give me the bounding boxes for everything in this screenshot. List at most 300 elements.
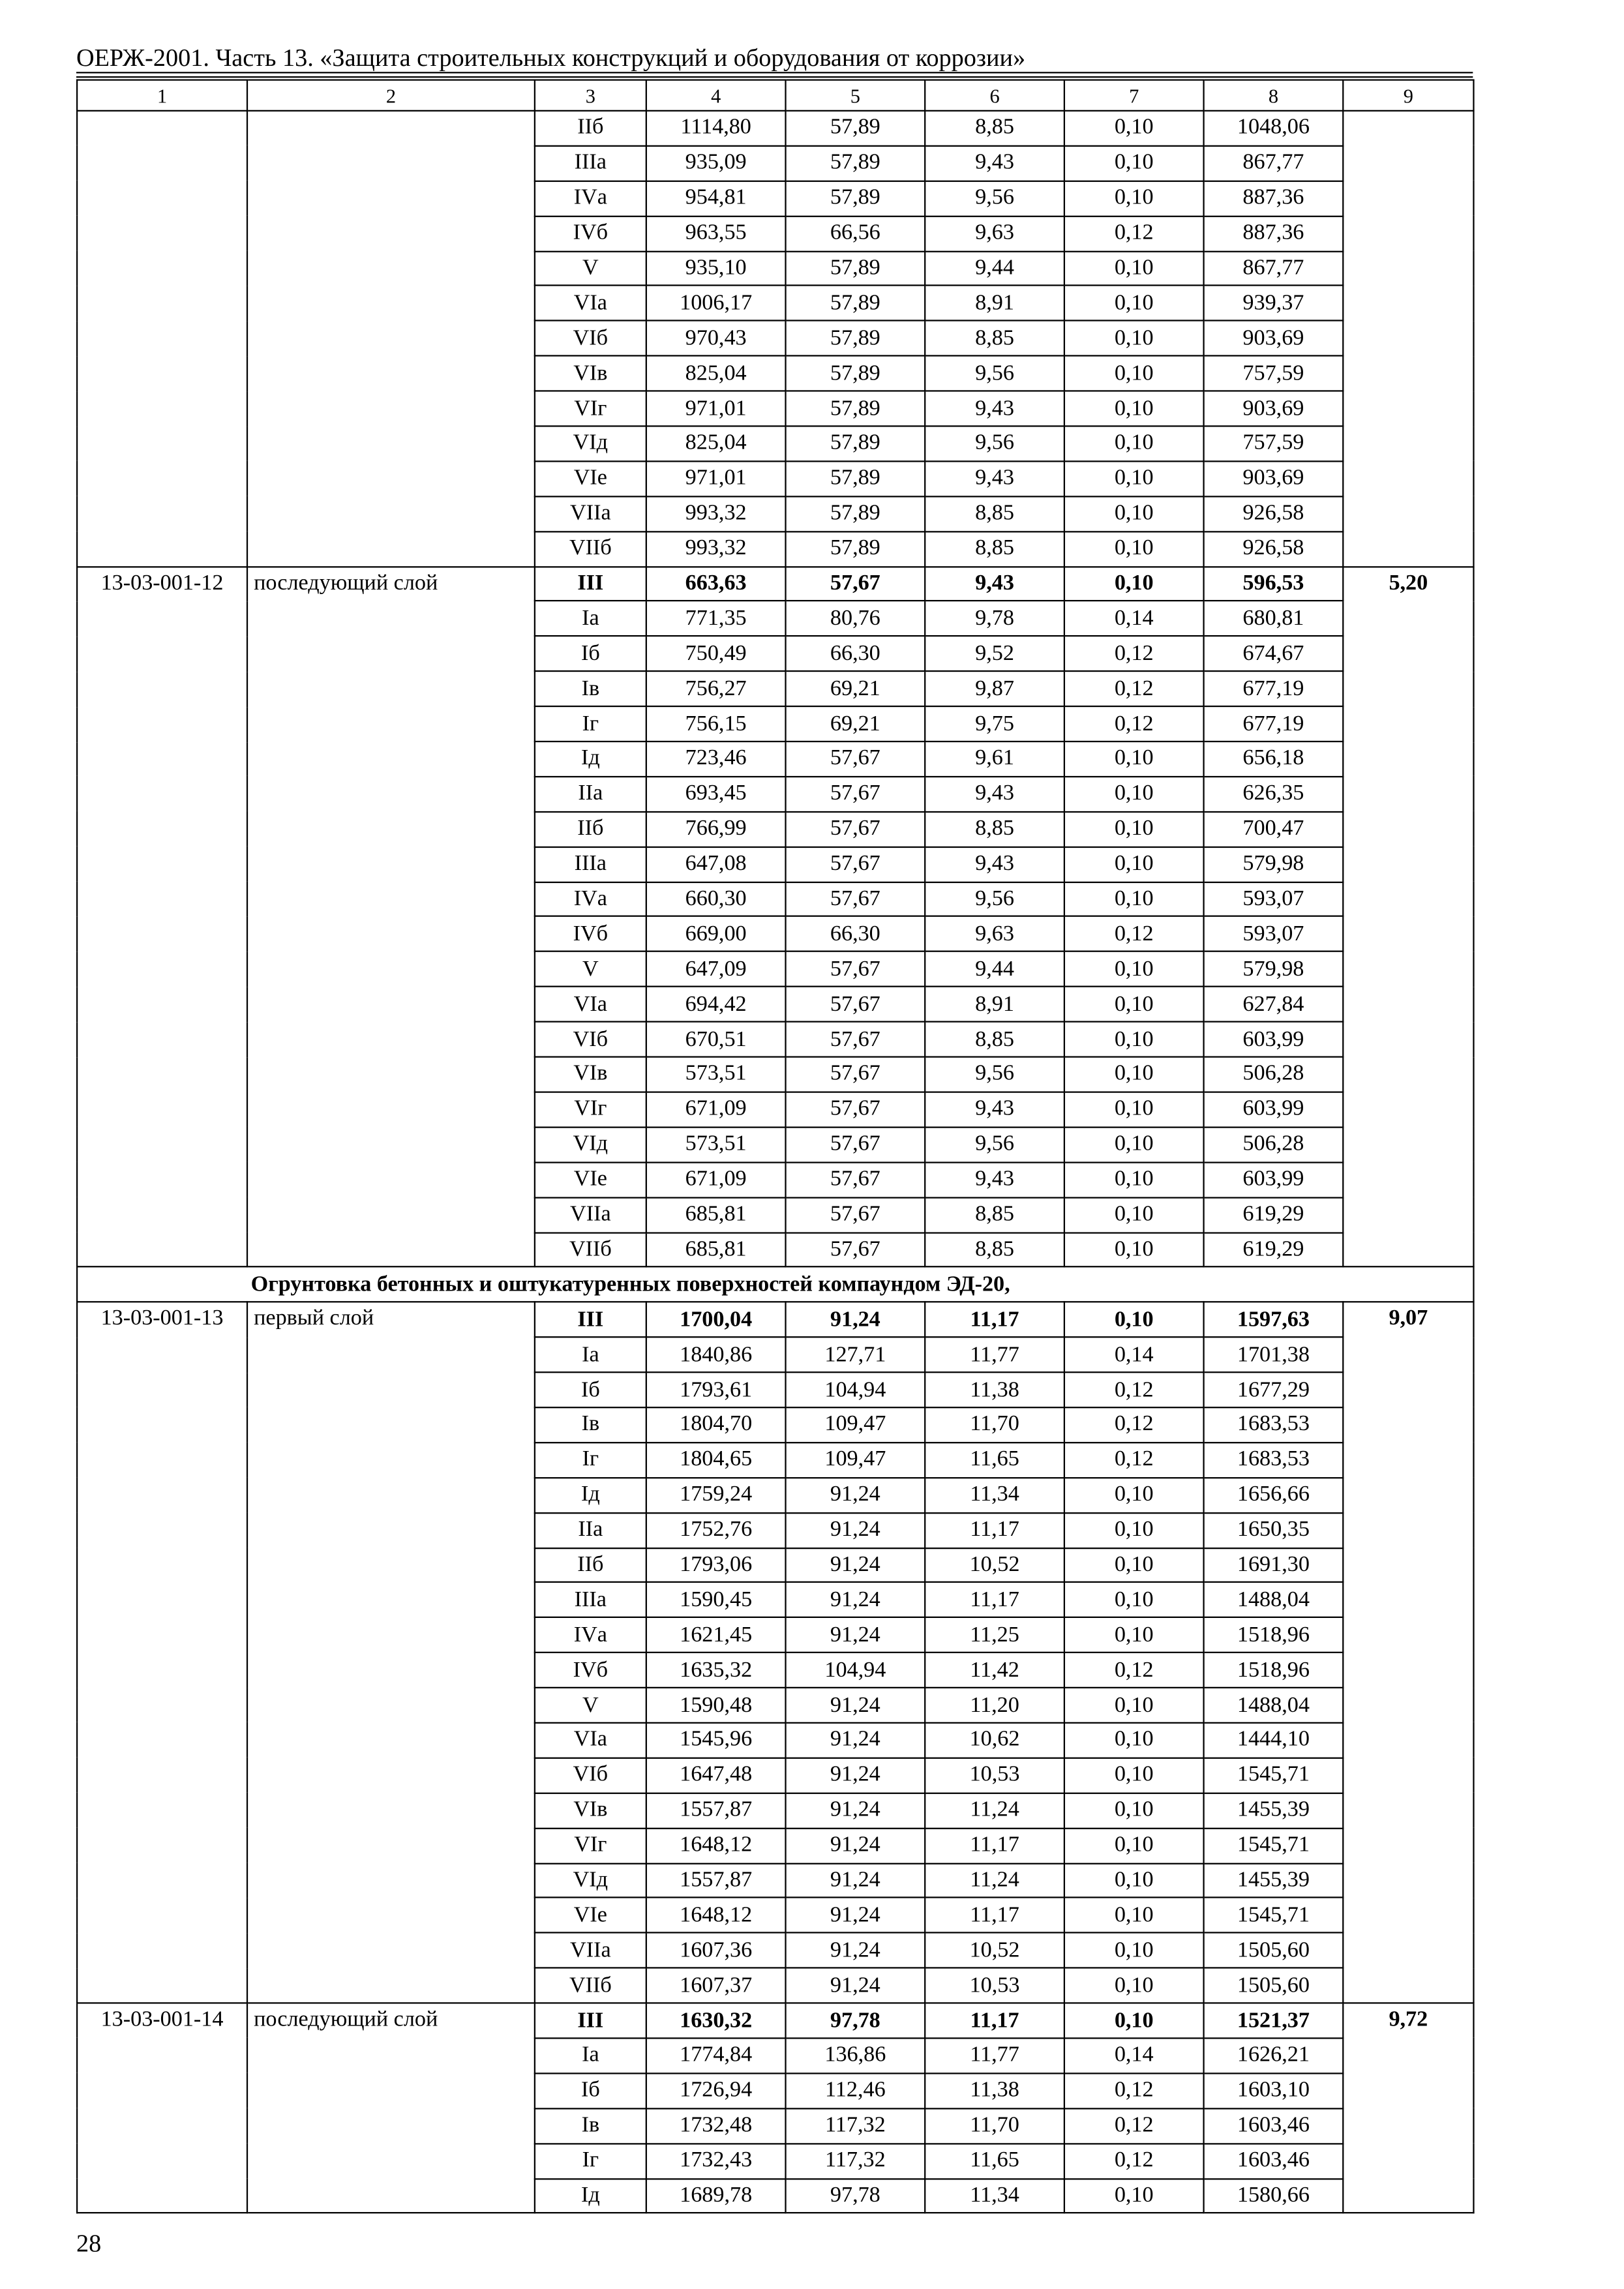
value-cell-c8: 579,98	[1204, 846, 1344, 882]
zone-cell: Iб	[535, 636, 646, 672]
value-cell-c5: 91,24	[786, 1933, 925, 1968]
value-cell-c5: 57,67	[786, 741, 925, 777]
zone-cell: III	[535, 2003, 646, 2039]
value-cell-c8: 1545,71	[1204, 1898, 1344, 1933]
value-cell-c5: 57,89	[786, 356, 925, 391]
value-cell-c5: 57,89	[786, 531, 925, 567]
value-cell-c7: 0,10	[1064, 952, 1204, 987]
value-cell-c5: 80,76	[786, 601, 925, 636]
value-cell-c7: 0,10	[1064, 1863, 1204, 1898]
value-cell-c8: 903,69	[1204, 461, 1344, 496]
value-cell-c4: 1647,48	[646, 1758, 786, 1793]
value-cell-c8: 677,19	[1204, 706, 1344, 741]
value-cell-c4: 1648,12	[646, 1898, 786, 1933]
value-cell-c5: 57,67	[786, 812, 925, 847]
zone-cell: VIг	[535, 1828, 646, 1863]
value-cell-c4: 1732,48	[646, 2108, 786, 2144]
value-cell-c7: 0,10	[1064, 1092, 1204, 1127]
value-cell-c7: 0,12	[1064, 2108, 1204, 2144]
value-cell-c8: 867,77	[1204, 251, 1344, 286]
value-cell-c5: 104,94	[786, 1372, 925, 1407]
value-cell-c8: 1701,38	[1204, 1338, 1344, 1373]
item-name: последующий слой	[247, 566, 535, 1267]
zone-cell: Iв	[535, 2108, 646, 2144]
zone-cell: VIIа	[535, 1197, 646, 1233]
table-row	[77, 1302, 1473, 1338]
value-cell-c8: 1597,63	[1204, 1302, 1344, 1338]
page-number: 28	[76, 2229, 102, 2258]
running-header: ОЕРЖ-2001. Часть 13. «Защита строительных конструкций и оборудования от коррозии»	[76, 44, 1026, 72]
value-cell-c4: 766,99	[646, 812, 786, 847]
value-cell-c8: 903,69	[1204, 391, 1344, 426]
zone-cell: III	[535, 566, 646, 601]
zone-cell: IVб	[535, 917, 646, 952]
value-cell-c4: 671,09	[646, 1092, 786, 1127]
value-cell-c7: 0,10	[1064, 461, 1204, 496]
value-cell-c6: 9,52	[925, 636, 1064, 672]
value-cell-c4: 663,63	[646, 566, 786, 601]
value-cell-c6: 9,43	[925, 1162, 1064, 1197]
value-cell-c7: 0,10	[1064, 1793, 1204, 1828]
value-cell-c7: 0,10	[1064, 777, 1204, 812]
value-cell-c4: 1689,78	[646, 2178, 786, 2213]
zone-cell: IVа	[535, 181, 646, 216]
value-cell-c8: 1650,35	[1204, 1512, 1344, 1548]
value-cell-c6: 9,56	[925, 1127, 1064, 1162]
zone-cell: VIб	[535, 1758, 646, 1793]
value-cell-c8: 1521,37	[1204, 2003, 1344, 2039]
value-cell-c6: 10,62	[925, 1723, 1064, 1758]
value-cell-c5: 57,67	[786, 846, 925, 882]
value-cell-c7: 0,10	[1064, 251, 1204, 286]
value-cell-c5: 91,24	[786, 1863, 925, 1898]
value-cell-c5: 91,24	[786, 1512, 925, 1548]
value-cell-c4: 1804,70	[646, 1407, 786, 1443]
value-cell-c6: 8,91	[925, 286, 1064, 322]
item-code: 13-03-001-12	[77, 566, 247, 1267]
value-cell-c8: 1545,71	[1204, 1828, 1344, 1863]
price-table	[76, 79, 1475, 2214]
value-cell-c6: 11,77	[925, 1338, 1064, 1373]
column-number: 2	[247, 80, 535, 111]
value-cell-c7: 0,10	[1064, 391, 1204, 426]
value-cell-c7: 0,14	[1064, 2038, 1204, 2073]
value-cell-c8: 867,77	[1204, 146, 1344, 181]
zone-cell: Iб	[535, 2073, 646, 2108]
value-cell-c6: 9,43	[925, 1092, 1064, 1127]
value-cell-c4: 1752,76	[646, 1512, 786, 1548]
value-cell-c8: 1545,71	[1204, 1758, 1344, 1793]
zone-cell: VIв	[535, 1057, 646, 1092]
zone-cell: VIе	[535, 1898, 646, 1933]
value-cell-c4: 1590,45	[646, 1583, 786, 1618]
value-cell-c5: 69,21	[786, 706, 925, 741]
value-cell-c6: 11,65	[925, 2144, 1064, 2179]
item-code: 13-03-001-13	[77, 1302, 247, 2003]
zone-cell: Iа	[535, 601, 646, 636]
value-cell-c6: 9,43	[925, 846, 1064, 882]
value-cell-c4: 647,09	[646, 952, 786, 987]
value-cell-c8: 603,99	[1204, 1092, 1344, 1127]
zone-cell: IIа	[535, 1512, 646, 1548]
value-cell-c8: 1488,04	[1204, 1583, 1344, 1618]
value-cell-c6: 8,85	[925, 496, 1064, 531]
value-cell-c7: 0,10	[1064, 496, 1204, 531]
value-cell-c8: 1444,10	[1204, 1723, 1344, 1758]
value-cell-c5: 57,67	[786, 882, 925, 917]
value-cell-c7: 0,10	[1064, 426, 1204, 461]
value-cell-c5: 117,32	[786, 2144, 925, 2179]
zone-cell: V	[535, 952, 646, 987]
column-number: 4	[646, 80, 786, 111]
zone-cell: Iг	[535, 706, 646, 741]
value-cell-c8: 1683,53	[1204, 1443, 1344, 1478]
value-cell-c6: 9,56	[925, 882, 1064, 917]
value-cell-c5: 57,67	[786, 1162, 925, 1197]
zone-cell: Iд	[535, 741, 646, 777]
value-cell-c4: 685,81	[646, 1197, 786, 1233]
value-cell-c5: 57,67	[786, 1197, 925, 1233]
value-cell-c6: 11,17	[925, 1828, 1064, 1863]
value-cell-c8: 603,99	[1204, 1162, 1344, 1197]
value-cell-c6: 11,38	[925, 1372, 1064, 1407]
value-cell-c4: 954,81	[646, 181, 786, 216]
value-cell-c6: 11,24	[925, 1863, 1064, 1898]
value-cell-c4: 771,35	[646, 601, 786, 636]
value-cell-c6: 9,43	[925, 566, 1064, 601]
zone-cell: VIIб	[535, 531, 646, 567]
value-cell-c5: 57,67	[786, 1232, 925, 1267]
value-cell-c4: 1804,65	[646, 1443, 786, 1478]
value-cell-c8: 596,53	[1204, 566, 1344, 601]
value-cell-c7: 0,10	[1064, 321, 1204, 356]
value-cell-c6: 11,17	[925, 1583, 1064, 1618]
value-cell-c6: 9,43	[925, 461, 1064, 496]
value-cell-c4: 1793,61	[646, 1372, 786, 1407]
value-cell-c4: 1648,12	[646, 1828, 786, 1863]
column-number: 7	[1064, 80, 1204, 111]
value-cell-c8: 700,47	[1204, 812, 1344, 847]
value-cell-c7: 0,10	[1064, 1828, 1204, 1863]
value-cell-c4: 1114,80	[646, 111, 786, 146]
value-cell-c8: 903,69	[1204, 321, 1344, 356]
value-cell-c5: 57,89	[786, 321, 925, 356]
value-cell-c5: 57,67	[786, 987, 925, 1022]
value-cell-c6: 9,56	[925, 356, 1064, 391]
value-cell-c5: 97,78	[786, 2003, 925, 2039]
value-cell-c5: 66,30	[786, 636, 925, 672]
value-cell-c4: 756,27	[646, 672, 786, 707]
value-cell-c6: 9,87	[925, 672, 1064, 707]
value-cell-c7: 0,10	[1064, 1618, 1204, 1653]
value-cell-c5: 91,24	[786, 1618, 925, 1653]
value-cell-c7: 0,10	[1064, 1162, 1204, 1197]
zone-cell: VIб	[535, 1022, 646, 1057]
value-cell-c5: 57,67	[786, 1127, 925, 1162]
item-code	[77, 111, 247, 567]
value-cell-c7: 0,10	[1064, 1022, 1204, 1057]
value-cell-c6: 9,56	[925, 1057, 1064, 1092]
value-cell-c4: 1774,84	[646, 2038, 786, 2073]
value-cell-c4: 1557,87	[646, 1863, 786, 1898]
value-cell-c6: 9,43	[925, 777, 1064, 812]
zone-cell: VIд	[535, 1127, 646, 1162]
zone-cell: Iд	[535, 1478, 646, 1513]
value-cell-c4: 935,10	[646, 251, 786, 286]
zone-cell: VIIб	[535, 1232, 646, 1267]
value-cell-c8: 1518,96	[1204, 1653, 1344, 1688]
value-cell-c5: 91,24	[786, 1688, 925, 1723]
item-index: 9,07	[1343, 1302, 1473, 2003]
value-cell-c8: 1455,39	[1204, 1793, 1344, 1828]
value-cell-c8: 887,36	[1204, 216, 1344, 251]
value-cell-c4: 1621,45	[646, 1618, 786, 1653]
value-cell-c5: 91,24	[786, 1583, 925, 1618]
item-name: первый слой	[247, 1302, 535, 2003]
value-cell-c7: 0,10	[1064, 987, 1204, 1022]
value-cell-c7: 0,10	[1064, 566, 1204, 601]
zone-cell: VIа	[535, 987, 646, 1022]
value-cell-c5: 66,56	[786, 216, 925, 251]
zone-cell: IVа	[535, 882, 646, 917]
value-cell-c4: 1732,43	[646, 2144, 786, 2179]
value-cell-c5: 57,67	[786, 952, 925, 987]
value-cell-c6: 8,85	[925, 111, 1064, 146]
value-cell-c7: 0,10	[1064, 2003, 1204, 2039]
value-cell-c7: 0,10	[1064, 812, 1204, 847]
value-cell-c7: 0,10	[1064, 846, 1204, 882]
value-cell-c8: 1603,46	[1204, 2108, 1344, 2144]
item-name: последующий слой	[247, 2003, 535, 2213]
value-cell-c6: 8,85	[925, 1197, 1064, 1233]
value-cell-c7: 0,10	[1064, 1688, 1204, 1723]
value-cell-c7: 0,10	[1064, 1478, 1204, 1513]
value-cell-c6: 9,75	[925, 706, 1064, 741]
value-cell-c4: 971,01	[646, 461, 786, 496]
value-cell-c8: 626,35	[1204, 777, 1344, 812]
value-cell-c5: 57,89	[786, 146, 925, 181]
item-index: 5,20	[1343, 566, 1473, 1267]
value-cell-c7: 0,10	[1064, 146, 1204, 181]
value-cell-c5: 57,89	[786, 286, 925, 322]
value-cell-c4: 1607,36	[646, 1933, 786, 1968]
value-cell-c8: 619,29	[1204, 1232, 1344, 1267]
value-cell-c8: 656,18	[1204, 741, 1344, 777]
value-cell-c5: 57,89	[786, 426, 925, 461]
zone-cell: IIIа	[535, 146, 646, 181]
value-cell-c7: 0,12	[1064, 917, 1204, 952]
zone-cell: VIв	[535, 356, 646, 391]
zone-cell: IIб	[535, 111, 646, 146]
value-cell-c6: 9,56	[925, 426, 1064, 461]
value-cell-c8: 1691,30	[1204, 1548, 1344, 1583]
zone-cell: V	[535, 1688, 646, 1723]
zone-cell: IVб	[535, 216, 646, 251]
value-cell-c8: 677,19	[1204, 672, 1344, 707]
value-cell-c6: 9,63	[925, 917, 1064, 952]
value-cell-c8: 1656,66	[1204, 1478, 1344, 1513]
value-cell-c8: 506,28	[1204, 1127, 1344, 1162]
zone-cell: IVа	[535, 1618, 646, 1653]
value-cell-c4: 1635,32	[646, 1653, 786, 1688]
zone-cell: III	[535, 1302, 646, 1338]
value-cell-c5: 57,67	[786, 777, 925, 812]
value-cell-c7: 0,12	[1064, 1407, 1204, 1443]
value-cell-c6: 9,78	[925, 601, 1064, 636]
value-cell-c5: 91,24	[786, 1793, 925, 1828]
value-cell-c6: 11,17	[925, 1512, 1064, 1548]
section-heading: Огрунтовка бетонных и оштукатуренных поверхностей компаундом ЭД-20,	[77, 1267, 1473, 1302]
value-cell-c8: 1518,96	[1204, 1618, 1344, 1653]
value-cell-c8: 1677,29	[1204, 1372, 1344, 1407]
value-cell-c4: 750,49	[646, 636, 786, 672]
value-cell-c7: 0,12	[1064, 1443, 1204, 1478]
value-cell-c7: 0,10	[1064, 356, 1204, 391]
zone-cell: IIб	[535, 812, 646, 847]
value-cell-c6: 9,43	[925, 391, 1064, 426]
value-cell-c8: 1626,21	[1204, 2038, 1344, 2073]
value-cell-c8: 627,84	[1204, 987, 1344, 1022]
value-cell-c4: 694,42	[646, 987, 786, 1022]
value-cell-c8: 1580,66	[1204, 2178, 1344, 2213]
zone-cell: Iг	[535, 2144, 646, 2179]
value-cell-c6: 11,25	[925, 1618, 1064, 1653]
zone-cell: Iа	[535, 2038, 646, 2073]
value-cell-c8: 506,28	[1204, 1057, 1344, 1092]
value-cell-c7: 0,10	[1064, 1723, 1204, 1758]
zone-cell: Iд	[535, 2178, 646, 2213]
zone-cell: VIе	[535, 461, 646, 496]
value-cell-c7: 0,12	[1064, 216, 1204, 251]
value-cell-c7: 0,12	[1064, 672, 1204, 707]
value-cell-c4: 671,09	[646, 1162, 786, 1197]
value-cell-c6: 10,52	[925, 1933, 1064, 1968]
value-cell-c8: 1455,39	[1204, 1863, 1344, 1898]
value-cell-c4: 669,00	[646, 917, 786, 952]
value-cell-c6: 8,85	[925, 1022, 1064, 1057]
value-cell-c5: 57,89	[786, 496, 925, 531]
value-cell-c4: 993,32	[646, 531, 786, 567]
value-cell-c7: 0,10	[1064, 741, 1204, 777]
value-cell-c4: 1840,86	[646, 1338, 786, 1373]
value-cell-c4: 1630,32	[646, 2003, 786, 2039]
zone-cell: VIг	[535, 391, 646, 426]
zone-cell: IIб	[535, 1548, 646, 1583]
value-cell-c5: 91,24	[786, 1723, 925, 1758]
value-cell-c7: 0,10	[1064, 181, 1204, 216]
value-cell-c7: 0,10	[1064, 531, 1204, 567]
value-cell-c6: 11,65	[925, 1443, 1064, 1478]
zone-cell: Iа	[535, 1338, 646, 1373]
value-cell-c6: 10,53	[925, 1968, 1064, 2003]
value-cell-c4: 573,51	[646, 1057, 786, 1092]
value-cell-c8: 603,99	[1204, 1022, 1344, 1057]
value-cell-c8: 1603,10	[1204, 2073, 1344, 2108]
value-cell-c7: 0,14	[1064, 601, 1204, 636]
value-cell-c7: 0,12	[1064, 2144, 1204, 2179]
value-cell-c8: 1048,06	[1204, 111, 1344, 146]
value-cell-c5: 57,89	[786, 391, 925, 426]
value-cell-c7: 0,10	[1064, 1898, 1204, 1933]
value-cell-c5: 91,24	[786, 1548, 925, 1583]
value-cell-c8: 757,59	[1204, 426, 1344, 461]
value-cell-c6: 10,53	[925, 1758, 1064, 1793]
value-cell-c5: 91,24	[786, 1478, 925, 1513]
value-cell-c5: 91,24	[786, 1898, 925, 1933]
value-cell-c6: 9,44	[925, 251, 1064, 286]
value-cell-c8: 887,36	[1204, 181, 1344, 216]
value-cell-c5: 117,32	[786, 2108, 925, 2144]
value-cell-c5: 127,71	[786, 1338, 925, 1373]
value-cell-c8: 926,58	[1204, 496, 1344, 531]
value-cell-c8: 1603,46	[1204, 2144, 1344, 2179]
value-cell-c6: 11,77	[925, 2038, 1064, 2073]
value-cell-c6: 8,85	[925, 321, 1064, 356]
value-cell-c4: 723,46	[646, 741, 786, 777]
value-cell-c8: 619,29	[1204, 1197, 1344, 1233]
zone-cell: VIд	[535, 1863, 646, 1898]
value-cell-c4: 825,04	[646, 426, 786, 461]
value-cell-c6: 9,43	[925, 146, 1064, 181]
value-cell-c7: 0,10	[1064, 1057, 1204, 1092]
value-cell-c7: 0,10	[1064, 1548, 1204, 1583]
value-cell-c5: 57,89	[786, 251, 925, 286]
value-cell-c6: 11,17	[925, 2003, 1064, 2039]
value-cell-c4: 963,55	[646, 216, 786, 251]
zone-cell: Iв	[535, 1407, 646, 1443]
value-cell-c5: 69,21	[786, 672, 925, 707]
value-cell-c4: 756,15	[646, 706, 786, 741]
value-cell-c7: 0,10	[1064, 1968, 1204, 2003]
column-number: 1	[77, 80, 247, 111]
table-row	[77, 566, 1473, 601]
value-cell-c6: 9,63	[925, 216, 1064, 251]
value-cell-c8: 593,07	[1204, 917, 1344, 952]
value-cell-c7: 0,10	[1064, 882, 1204, 917]
value-cell-c4: 935,09	[646, 146, 786, 181]
header-rule	[76, 72, 1473, 73]
zone-cell: VIIб	[535, 1968, 646, 2003]
value-cell-c5: 91,24	[786, 1758, 925, 1793]
value-cell-c8: 593,07	[1204, 882, 1344, 917]
zone-cell: IIа	[535, 777, 646, 812]
column-number: 3	[535, 80, 646, 111]
column-number-row	[77, 80, 1473, 111]
zone-cell: IIIа	[535, 1583, 646, 1618]
zone-cell: VIа	[535, 1723, 646, 1758]
value-cell-c5: 57,67	[786, 1092, 925, 1127]
zone-cell: IIIа	[535, 846, 646, 882]
value-cell-c6: 9,44	[925, 952, 1064, 987]
value-cell-c5: 57,89	[786, 181, 925, 216]
value-cell-c5: 57,89	[786, 461, 925, 496]
zone-cell: VIг	[535, 1092, 646, 1127]
zone-cell: VIе	[535, 1162, 646, 1197]
value-cell-c6: 11,17	[925, 1302, 1064, 1338]
value-cell-c4: 1726,94	[646, 2073, 786, 2108]
value-cell-c5: 136,86	[786, 2038, 925, 2073]
value-cell-c5: 57,67	[786, 566, 925, 601]
value-cell-c4: 825,04	[646, 356, 786, 391]
value-cell-c7: 0,12	[1064, 1653, 1204, 1688]
value-cell-c7: 0,10	[1064, 1232, 1204, 1267]
value-cell-c4: 1545,96	[646, 1723, 786, 1758]
value-cell-c5: 57,67	[786, 1022, 925, 1057]
value-cell-c7: 0,10	[1064, 1512, 1204, 1548]
value-cell-c6: 11,24	[925, 1793, 1064, 1828]
header-rule-double	[76, 76, 1473, 78]
value-cell-c7: 0,10	[1064, 1302, 1204, 1338]
